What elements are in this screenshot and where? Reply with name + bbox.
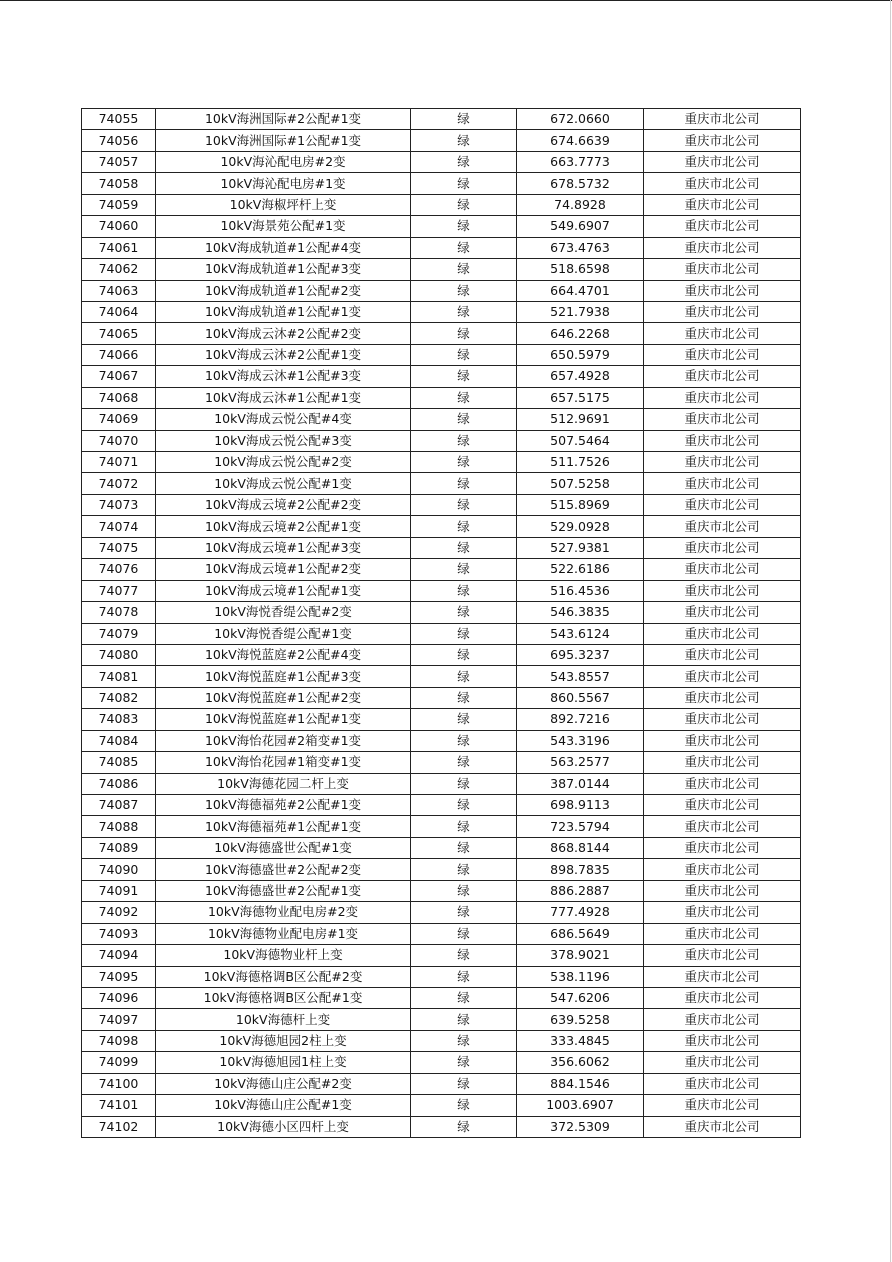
cell-id: 74100 xyxy=(82,1073,156,1094)
cell-status: 绿 xyxy=(411,366,517,387)
cell-name: 10kV海成云境#1公配#2变 xyxy=(156,559,411,580)
cell-status: 绿 xyxy=(411,773,517,794)
page-right-edge xyxy=(890,0,891,1262)
cell-id: 74068 xyxy=(82,387,156,408)
cell-status: 绿 xyxy=(411,323,517,344)
table-row xyxy=(82,1073,801,1094)
cell-org: 重庆市北公司 xyxy=(644,837,801,858)
table-row xyxy=(82,559,801,580)
table-row xyxy=(82,237,801,258)
cell-id: 74079 xyxy=(82,623,156,644)
cell-org: 重庆市北公司 xyxy=(644,494,801,515)
cell-id: 74077 xyxy=(82,580,156,601)
cell-value: 686.5649 xyxy=(517,923,644,944)
table-row xyxy=(82,602,801,623)
table-row xyxy=(82,966,801,987)
cell-org: 重庆市北公司 xyxy=(644,773,801,794)
cell-org: 重庆市北公司 xyxy=(644,237,801,258)
cell-value: 507.5464 xyxy=(517,430,644,451)
cell-value: 356.6062 xyxy=(517,1052,644,1073)
cell-status: 绿 xyxy=(411,301,517,322)
cell-value: 512.9691 xyxy=(517,409,644,430)
cell-name: 10kV海怡花园#2箱变#1变 xyxy=(156,730,411,751)
cell-name: 10kV海椒坪杆上变 xyxy=(156,194,411,215)
cell-status: 绿 xyxy=(411,280,517,301)
table-row xyxy=(82,430,801,451)
cell-value: 672.0660 xyxy=(517,109,644,130)
cell-org: 重庆市北公司 xyxy=(644,1095,801,1116)
cell-org: 重庆市北公司 xyxy=(644,387,801,408)
cell-value: 546.3835 xyxy=(517,602,644,623)
cell-name: 10kV海成云悦公配#3变 xyxy=(156,430,411,451)
cell-status: 绿 xyxy=(411,859,517,880)
cell-name: 10kV海德格调B区公配#2变 xyxy=(156,966,411,987)
cell-status: 绿 xyxy=(411,1030,517,1051)
cell-status: 绿 xyxy=(411,430,517,451)
table-row xyxy=(82,1116,801,1137)
cell-org: 重庆市北公司 xyxy=(644,194,801,215)
cell-id: 74092 xyxy=(82,902,156,923)
cell-id: 74063 xyxy=(82,280,156,301)
cell-status: 绿 xyxy=(411,644,517,665)
cell-name: 10kV海景苑公配#1变 xyxy=(156,216,411,237)
cell-name: 10kV海德旭园2柱上变 xyxy=(156,1030,411,1051)
cell-id: 74065 xyxy=(82,323,156,344)
cell-status: 绿 xyxy=(411,945,517,966)
cell-value: 74.8928 xyxy=(517,194,644,215)
cell-name: 10kV海成云境#1公配#1变 xyxy=(156,580,411,601)
table-row xyxy=(82,301,801,322)
cell-value: 1003.6907 xyxy=(517,1095,644,1116)
cell-id: 74080 xyxy=(82,644,156,665)
cell-value: 639.5258 xyxy=(517,1009,644,1030)
page-top-border xyxy=(0,0,892,1)
cell-id: 74057 xyxy=(82,151,156,172)
cell-value: 563.2577 xyxy=(517,752,644,773)
cell-value: 515.8969 xyxy=(517,494,644,515)
cell-org: 重庆市北公司 xyxy=(644,966,801,987)
cell-name: 10kV海悦香缇公配#2变 xyxy=(156,602,411,623)
cell-org: 重庆市北公司 xyxy=(644,1030,801,1051)
table-row xyxy=(82,323,801,344)
cell-org: 重庆市北公司 xyxy=(644,1052,801,1073)
table-row xyxy=(82,730,801,751)
cell-id: 74064 xyxy=(82,301,156,322)
cell-id: 74074 xyxy=(82,516,156,537)
cell-status: 绿 xyxy=(411,559,517,580)
cell-status: 绿 xyxy=(411,344,517,365)
cell-name: 10kV海德物业杆上变 xyxy=(156,945,411,966)
table-row xyxy=(82,580,801,601)
cell-org: 重庆市北公司 xyxy=(644,1116,801,1137)
cell-name: 10kV海德小区四杆上变 xyxy=(156,1116,411,1137)
cell-name: 10kV海成轨道#1公配#1变 xyxy=(156,301,411,322)
table-row xyxy=(82,859,801,880)
cell-id: 74101 xyxy=(82,1095,156,1116)
cell-name: 10kV海成云境#2公配#1变 xyxy=(156,516,411,537)
cell-id: 74093 xyxy=(82,923,156,944)
cell-name: 10kV海德山庄公配#2变 xyxy=(156,1073,411,1094)
cell-value: 650.5979 xyxy=(517,344,644,365)
cell-status: 绿 xyxy=(411,880,517,901)
cell-name: 10kV海悦蓝庭#1公配#3变 xyxy=(156,666,411,687)
cell-name: 10kV海德山庄公配#1变 xyxy=(156,1095,411,1116)
cell-org: 重庆市北公司 xyxy=(644,709,801,730)
cell-name: 10kV海成云悦公配#1变 xyxy=(156,473,411,494)
cell-org: 重庆市北公司 xyxy=(644,923,801,944)
table-row xyxy=(82,923,801,944)
cell-org: 重庆市北公司 xyxy=(644,452,801,473)
cell-id: 74090 xyxy=(82,859,156,880)
cell-id: 74056 xyxy=(82,130,156,151)
cell-name: 10kV海沁配电房#2变 xyxy=(156,151,411,172)
table-body xyxy=(82,109,801,1138)
table-row xyxy=(82,387,801,408)
cell-org: 重庆市北公司 xyxy=(644,430,801,451)
cell-value: 518.6598 xyxy=(517,259,644,280)
cell-org: 重庆市北公司 xyxy=(644,537,801,558)
cell-name: 10kV海成轨道#1公配#4变 xyxy=(156,237,411,258)
cell-value: 673.4763 xyxy=(517,237,644,258)
cell-org: 重庆市北公司 xyxy=(644,344,801,365)
cell-id: 74086 xyxy=(82,773,156,794)
cell-org: 重庆市北公司 xyxy=(644,280,801,301)
transformer-table xyxy=(81,108,801,1138)
cell-status: 绿 xyxy=(411,516,517,537)
cell-name: 10kV海成轨道#1公配#3变 xyxy=(156,259,411,280)
cell-value: 663.7773 xyxy=(517,151,644,172)
table-row xyxy=(82,687,801,708)
cell-value: 507.5258 xyxy=(517,473,644,494)
cell-status: 绿 xyxy=(411,1116,517,1137)
cell-value: 543.6124 xyxy=(517,623,644,644)
cell-status: 绿 xyxy=(411,623,517,644)
cell-id: 74091 xyxy=(82,880,156,901)
cell-name: 10kV海成云沐#1公配#3变 xyxy=(156,366,411,387)
cell-value: 698.9113 xyxy=(517,795,644,816)
cell-id: 74055 xyxy=(82,109,156,130)
cell-id: 74099 xyxy=(82,1052,156,1073)
cell-value: 516.4536 xyxy=(517,580,644,601)
cell-value: 777.4928 xyxy=(517,902,644,923)
cell-value: 333.4845 xyxy=(517,1030,644,1051)
table-row xyxy=(82,987,801,1008)
cell-status: 绿 xyxy=(411,580,517,601)
cell-id: 74089 xyxy=(82,837,156,858)
cell-value: 543.8557 xyxy=(517,666,644,687)
cell-id: 74084 xyxy=(82,730,156,751)
cell-org: 重庆市北公司 xyxy=(644,623,801,644)
cell-name: 10kV海成云沐#1公配#1变 xyxy=(156,387,411,408)
table-row xyxy=(82,709,801,730)
table-row xyxy=(82,902,801,923)
cell-name: 10kV海德盛世公配#1变 xyxy=(156,837,411,858)
cell-id: 74066 xyxy=(82,344,156,365)
cell-org: 重庆市北公司 xyxy=(644,859,801,880)
cell-id: 74078 xyxy=(82,602,156,623)
cell-status: 绿 xyxy=(411,173,517,194)
cell-status: 绿 xyxy=(411,473,517,494)
cell-name: 10kV海成云悦公配#4变 xyxy=(156,409,411,430)
cell-value: 538.1196 xyxy=(517,966,644,987)
cell-org: 重庆市北公司 xyxy=(644,987,801,1008)
cell-org: 重庆市北公司 xyxy=(644,323,801,344)
cell-status: 绿 xyxy=(411,752,517,773)
cell-name: 10kV海悦香缇公配#1变 xyxy=(156,623,411,644)
cell-status: 绿 xyxy=(411,537,517,558)
table-row xyxy=(82,1095,801,1116)
cell-value: 657.4928 xyxy=(517,366,644,387)
cell-status: 绿 xyxy=(411,452,517,473)
cell-value: 529.0928 xyxy=(517,516,644,537)
table-row xyxy=(82,1009,801,1030)
table-row xyxy=(82,837,801,858)
cell-status: 绿 xyxy=(411,902,517,923)
cell-status: 绿 xyxy=(411,409,517,430)
cell-status: 绿 xyxy=(411,259,517,280)
cell-org: 重庆市北公司 xyxy=(644,795,801,816)
cell-name: 10kV海成云沐#2公配#1变 xyxy=(156,344,411,365)
cell-id: 74059 xyxy=(82,194,156,215)
cell-org: 重庆市北公司 xyxy=(644,473,801,494)
cell-value: 543.3196 xyxy=(517,730,644,751)
cell-org: 重庆市北公司 xyxy=(644,644,801,665)
cell-name: 10kV海德旭园1柱上变 xyxy=(156,1052,411,1073)
cell-value: 678.5732 xyxy=(517,173,644,194)
cell-name: 10kV海成云沐#2公配#2变 xyxy=(156,323,411,344)
cell-status: 绿 xyxy=(411,1073,517,1094)
cell-id: 74060 xyxy=(82,216,156,237)
cell-name: 10kV海成云悦公配#2变 xyxy=(156,452,411,473)
cell-status: 绿 xyxy=(411,109,517,130)
cell-org: 重庆市北公司 xyxy=(644,173,801,194)
cell-status: 绿 xyxy=(411,966,517,987)
cell-id: 74081 xyxy=(82,666,156,687)
table-row xyxy=(82,130,801,151)
table-row xyxy=(82,280,801,301)
cell-status: 绿 xyxy=(411,216,517,237)
cell-value: 549.6907 xyxy=(517,216,644,237)
cell-status: 绿 xyxy=(411,795,517,816)
cell-id: 74098 xyxy=(82,1030,156,1051)
cell-name: 10kV海怡花园#1箱变#1变 xyxy=(156,752,411,773)
cell-id: 74058 xyxy=(82,173,156,194)
table-row xyxy=(82,773,801,794)
cell-org: 重庆市北公司 xyxy=(644,130,801,151)
cell-name: 10kV海成云境#2公配#2变 xyxy=(156,494,411,515)
table-row xyxy=(82,109,801,130)
cell-value: 522.6186 xyxy=(517,559,644,580)
cell-id: 74094 xyxy=(82,945,156,966)
cell-id: 74069 xyxy=(82,409,156,430)
cell-status: 绿 xyxy=(411,602,517,623)
cell-id: 74067 xyxy=(82,366,156,387)
cell-org: 重庆市北公司 xyxy=(644,109,801,130)
cell-id: 74088 xyxy=(82,816,156,837)
cell-status: 绿 xyxy=(411,730,517,751)
table-row xyxy=(82,666,801,687)
table-row xyxy=(82,880,801,901)
cell-status: 绿 xyxy=(411,987,517,1008)
cell-value: 674.6639 xyxy=(517,130,644,151)
cell-id: 74087 xyxy=(82,795,156,816)
cell-name: 10kV海德福苑#2公配#1变 xyxy=(156,795,411,816)
cell-value: 695.3237 xyxy=(517,644,644,665)
cell-status: 绿 xyxy=(411,1052,517,1073)
cell-status: 绿 xyxy=(411,1095,517,1116)
cell-value: 892.7216 xyxy=(517,709,644,730)
cell-org: 重庆市北公司 xyxy=(644,559,801,580)
table-row xyxy=(82,623,801,644)
table-row xyxy=(82,366,801,387)
cell-value: 646.2268 xyxy=(517,323,644,344)
cell-org: 重庆市北公司 xyxy=(644,409,801,430)
cell-org: 重庆市北公司 xyxy=(644,945,801,966)
cell-id: 74061 xyxy=(82,237,156,258)
cell-org: 重庆市北公司 xyxy=(644,1073,801,1094)
table-row xyxy=(82,816,801,837)
cell-org: 重庆市北公司 xyxy=(644,730,801,751)
cell-id: 74097 xyxy=(82,1009,156,1030)
cell-name: 10kV海德福苑#1公配#1变 xyxy=(156,816,411,837)
cell-status: 绿 xyxy=(411,709,517,730)
cell-org: 重庆市北公司 xyxy=(644,366,801,387)
cell-org: 重庆市北公司 xyxy=(644,880,801,901)
cell-value: 886.2887 xyxy=(517,880,644,901)
cell-name: 10kV海德盛世#2公配#1变 xyxy=(156,880,411,901)
cell-value: 860.5567 xyxy=(517,687,644,708)
cell-status: 绿 xyxy=(411,837,517,858)
cell-id: 74096 xyxy=(82,987,156,1008)
cell-name: 10kV海洲国际#1公配#1变 xyxy=(156,130,411,151)
cell-org: 重庆市北公司 xyxy=(644,216,801,237)
cell-id: 74062 xyxy=(82,259,156,280)
cell-id: 74075 xyxy=(82,537,156,558)
cell-name: 10kV海成云境#1公配#3变 xyxy=(156,537,411,558)
cell-name: 10kV海悦蓝庭#2公配#4变 xyxy=(156,644,411,665)
cell-name: 10kV海德盛世#2公配#2变 xyxy=(156,859,411,880)
cell-value: 884.1546 xyxy=(517,1073,644,1094)
table-row xyxy=(82,344,801,365)
cell-status: 绿 xyxy=(411,923,517,944)
cell-id: 74073 xyxy=(82,494,156,515)
cell-value: 387.0144 xyxy=(517,773,644,794)
cell-value: 657.5175 xyxy=(517,387,644,408)
cell-status: 绿 xyxy=(411,387,517,408)
table-row xyxy=(82,1030,801,1051)
table-row xyxy=(82,473,801,494)
cell-org: 重庆市北公司 xyxy=(644,902,801,923)
cell-id: 74085 xyxy=(82,752,156,773)
table-row xyxy=(82,194,801,215)
cell-org: 重庆市北公司 xyxy=(644,687,801,708)
table-row xyxy=(82,151,801,172)
cell-value: 723.5794 xyxy=(517,816,644,837)
cell-value: 547.6206 xyxy=(517,987,644,1008)
table-row xyxy=(82,216,801,237)
cell-name: 10kV海德物业配电房#1变 xyxy=(156,923,411,944)
cell-name: 10kV海成轨道#1公配#2变 xyxy=(156,280,411,301)
cell-name: 10kV海悦蓝庭#1公配#1变 xyxy=(156,709,411,730)
cell-value: 521.7938 xyxy=(517,301,644,322)
cell-status: 绿 xyxy=(411,687,517,708)
cell-org: 重庆市北公司 xyxy=(644,666,801,687)
cell-value: 511.7526 xyxy=(517,452,644,473)
cell-org: 重庆市北公司 xyxy=(644,1009,801,1030)
cell-value: 378.9021 xyxy=(517,945,644,966)
cell-id: 74082 xyxy=(82,687,156,708)
cell-id: 74070 xyxy=(82,430,156,451)
cell-id: 74076 xyxy=(82,559,156,580)
cell-value: 527.9381 xyxy=(517,537,644,558)
cell-id: 74102 xyxy=(82,1116,156,1137)
cell-id: 74095 xyxy=(82,966,156,987)
table-row xyxy=(82,516,801,537)
cell-status: 绿 xyxy=(411,816,517,837)
table-row xyxy=(82,537,801,558)
cell-id: 74072 xyxy=(82,473,156,494)
table-row xyxy=(82,752,801,773)
cell-status: 绿 xyxy=(411,130,517,151)
cell-value: 664.4701 xyxy=(517,280,644,301)
cell-org: 重庆市北公司 xyxy=(644,816,801,837)
cell-value: 868.8144 xyxy=(517,837,644,858)
table-row xyxy=(82,173,801,194)
table-row xyxy=(82,259,801,280)
cell-name: 10kV海悦蓝庭#1公配#2变 xyxy=(156,687,411,708)
cell-org: 重庆市北公司 xyxy=(644,259,801,280)
table-row xyxy=(82,1052,801,1073)
cell-org: 重庆市北公司 xyxy=(644,516,801,537)
cell-name: 10kV海德物业配电房#2变 xyxy=(156,902,411,923)
cell-name: 10kV海德杆上变 xyxy=(156,1009,411,1030)
cell-org: 重庆市北公司 xyxy=(644,580,801,601)
cell-value: 898.7835 xyxy=(517,859,644,880)
cell-org: 重庆市北公司 xyxy=(644,602,801,623)
cell-name: 10kV海德花园二杆上变 xyxy=(156,773,411,794)
cell-id: 74071 xyxy=(82,452,156,473)
cell-status: 绿 xyxy=(411,494,517,515)
table-row xyxy=(82,945,801,966)
table-row xyxy=(82,795,801,816)
cell-name: 10kV海德格调B区公配#1变 xyxy=(156,987,411,1008)
cell-org: 重庆市北公司 xyxy=(644,752,801,773)
cell-status: 绿 xyxy=(411,194,517,215)
cell-name: 10kV海沁配电房#1变 xyxy=(156,173,411,194)
cell-status: 绿 xyxy=(411,151,517,172)
cell-id: 74083 xyxy=(82,709,156,730)
cell-status: 绿 xyxy=(411,237,517,258)
cell-status: 绿 xyxy=(411,1009,517,1030)
table-row xyxy=(82,409,801,430)
table-row xyxy=(82,494,801,515)
cell-value: 372.5309 xyxy=(517,1116,644,1137)
cell-status: 绿 xyxy=(411,666,517,687)
cell-name: 10kV海洲国际#2公配#1变 xyxy=(156,109,411,130)
table-row xyxy=(82,644,801,665)
table-row xyxy=(82,452,801,473)
cell-org: 重庆市北公司 xyxy=(644,151,801,172)
cell-org: 重庆市北公司 xyxy=(644,301,801,322)
